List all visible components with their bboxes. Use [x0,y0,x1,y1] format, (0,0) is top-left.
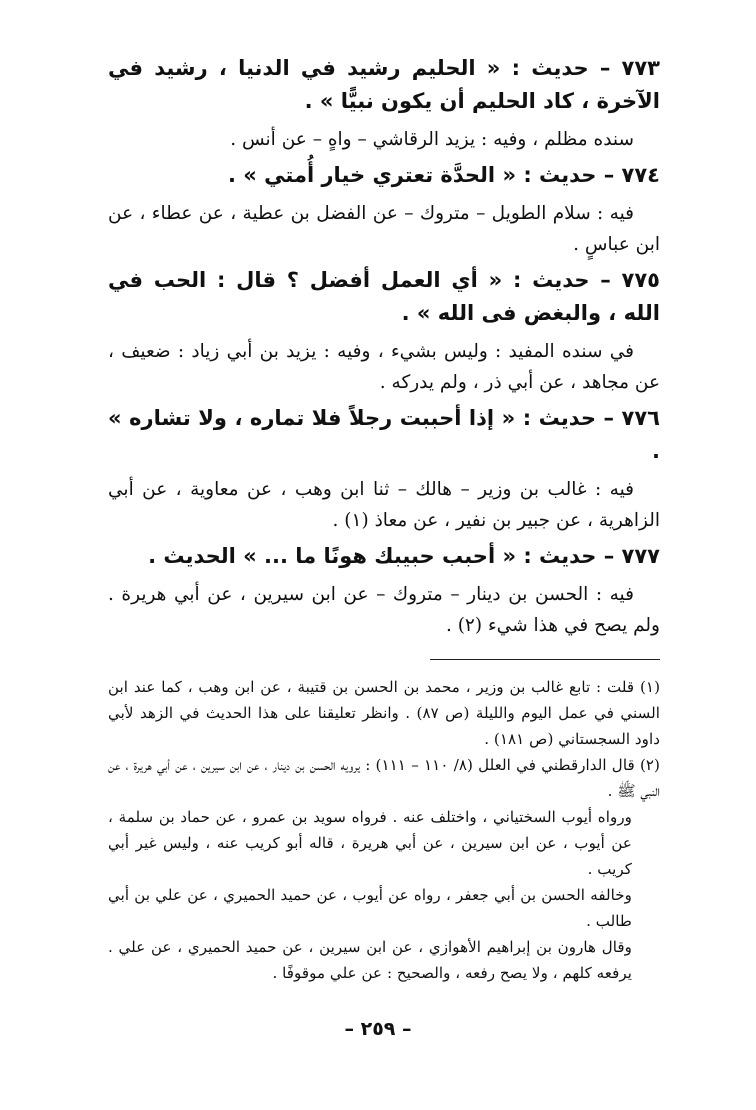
hadith-note: سنده مظلم ، وفيه : يزيد الرقاشي – واهٍ – عن أنس . [230,129,634,150]
hadith-title: ٧٧٧ – حديث : « أحبب حبيبك هونًا ما ... » الحديث . [148,544,660,568]
hadith-note: فيه : سلام الطويل – متروك – عن الفضل بن عطية ، عن عطاء ، عن ابن عباسٍ . [108,203,660,255]
hadith-note: في سنده المفيد : وليس بشيء ، وفيه : يزيد بن أبي زياد : ضعيف ، عن مجاهد ، عن أبي ذر ، ولم يدركه . [108,341,660,393]
footnote-2: (٢) قال الدارقطني في العلل (٨/ ١١٠ – ١١١) : يرويه الحسن بن دينار ، عن ابن سيرين ، عن أبي هريرة ، عن النبي ﷺ . [108,756,660,800]
hadith-note: فيه : غالب بن وزير – هالك – ثنا ابن وهب ، عن معاوية ، عن أبي الزاهرية ، عن جبير بن نفير ، عن معاذ (١) . [108,479,660,531]
footnote-2-paragraph: ورواه أيوب السختياني ، واختلف عنه . فرواه سويد بن عمرو ، عن حماد بن سلمة ، عن أيوب ، عن ابن سيرين ، عن أبي هريرة ، قاله أبو كريب عنه ، وليس غير أبي كريب . [108,808,632,878]
hadith-title: ٧٧٤ – حديث : « الحدَّة تعتري خيار أُمتي » . [227,163,660,187]
page-body [108,52,660,986]
footnote-separator [430,659,660,660]
footnote-2-paragraph: وخالفه الحسن بن أبي جعفر ، رواه عن أيوب ، عن حميد الحميري ، عن علي بن أبي طالب . [108,886,632,930]
hadith-entry [108,540,660,641]
hadith-entry [108,402,660,536]
page-number: – ٢٥٩ – [344,1018,412,1040]
footnotes [108,674,660,986]
hadith-title: ٧٧٥ – حديث : « أي العمل أفضل ؟ قال : الحب في الله ، والبغض فى الله » . [108,268,660,325]
hadith-entry [108,52,660,155]
footnote-2-paragraph: وقال هارون بن إبراهيم الأهوازي ، عن ابن سيرين ، عن حميد الحميري ، عن علي . يرفعه كلهم ، ولا يصح رفعه ، والصحيح : عن علي موقوفًا . [108,938,632,982]
hadith-entry [108,159,660,260]
footnote-1: (١) قلت : تابع غالب بن وزير ، محمد بن الحسن بن قتيبة ، عن ابن وهب ، كما عند ابن السني في عمل اليوم والليلة (ص ٨٧) . وانظر تعليقنا على هذا الحديث في الزهد لأبي داود السجستاني (ص ١٨١) . [108,678,661,748]
hadith-title: ٧٧٣ – حديث : « الحليم رشيد في الدنيا ، رشيد في الآخرة ، كاد الحليم أن يكون نبيًّا » . [108,56,660,113]
hadith-title: ٧٧٦ – حديث : « إذا أحببت رجلاً فلا تماره ، ولا تشاره » . [108,406,660,463]
hadith-note: فيه : الحسن بن دينار – متروك – عن ابن سيرين ، عن أبي هريرة . ولم يصح في هذا شيء (٢) . [108,584,660,636]
hadith-entry [108,264,660,398]
